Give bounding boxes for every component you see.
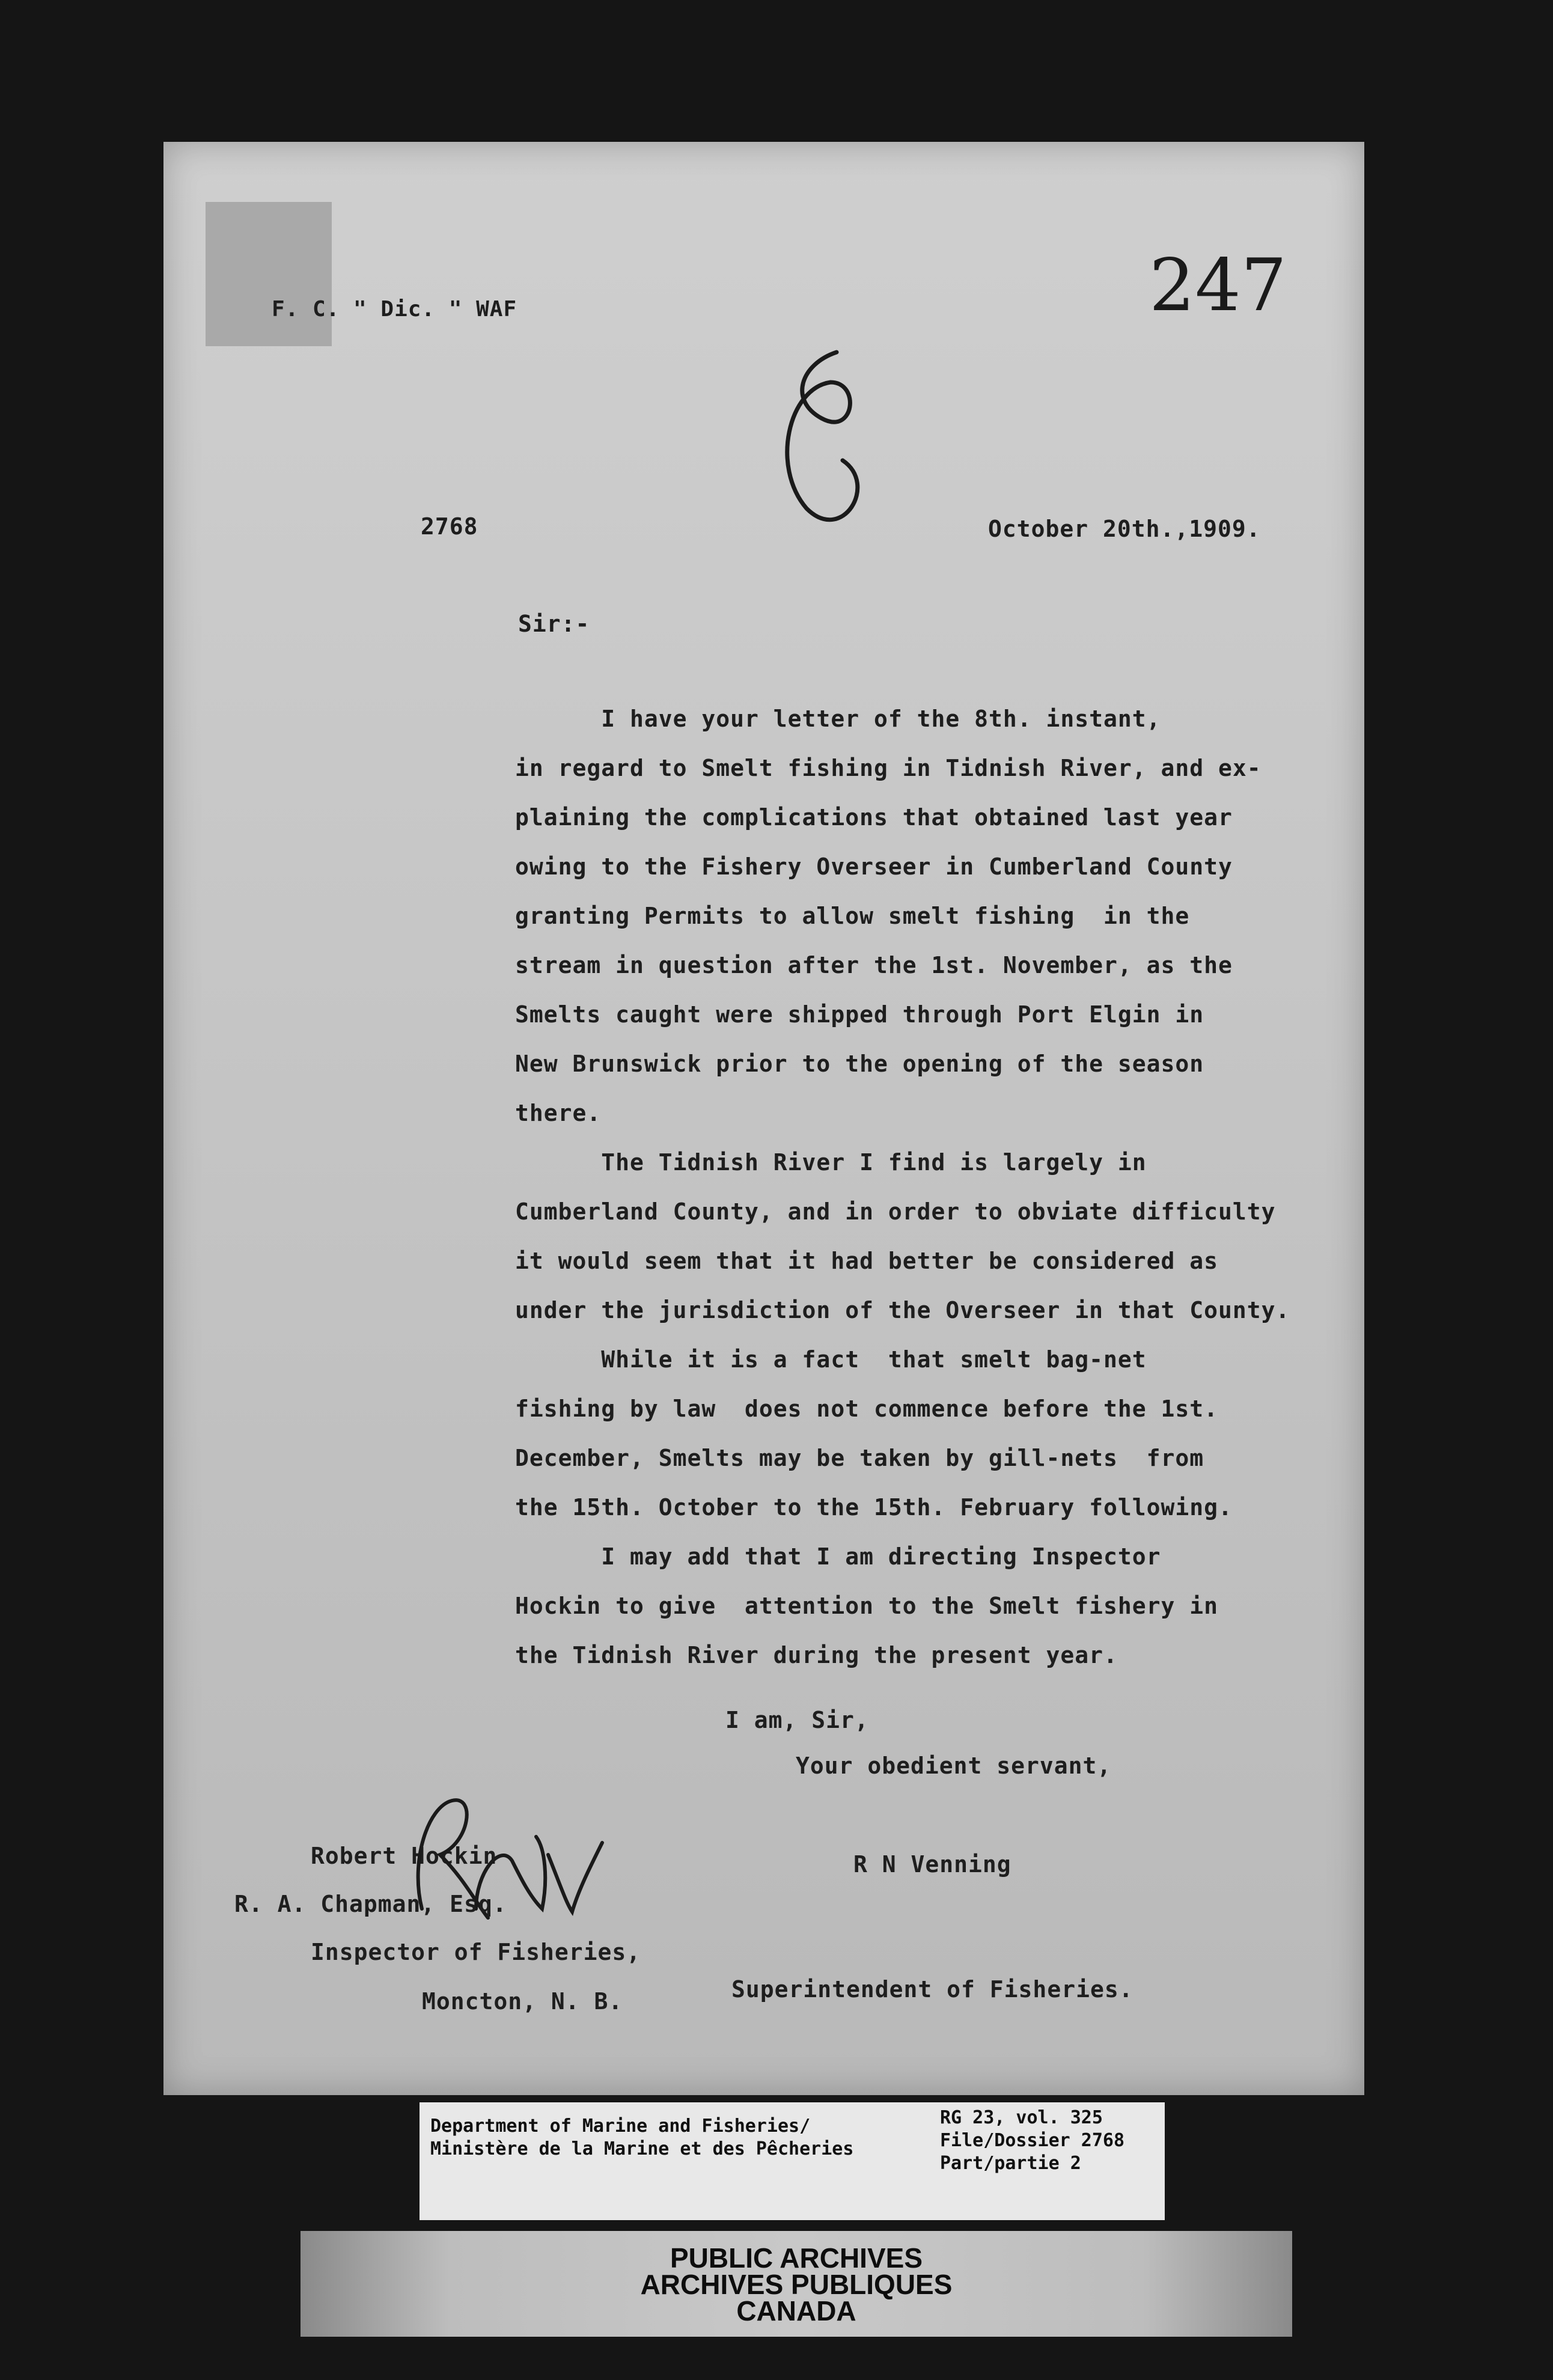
file-reference: File/Dossier 2768	[940, 2130, 1125, 2151]
recipient-title: Inspector of Fisheries,	[311, 1939, 641, 1965]
body-line: The Tidnish River I find is largely in	[515, 1149, 1147, 1176]
body-line: While it is a fact that smelt bag-net	[515, 1346, 1147, 1373]
body-line: New Brunswick prior to the opening of the season	[515, 1051, 1204, 1077]
body-line: it would seem that it had better be considered as	[515, 1248, 1219, 1274]
archives-line-3: CANADA	[736, 2295, 856, 2327]
record-group: RG 23, vol. 325	[940, 2107, 1103, 2128]
archives-line-2: ARCHIVES PUBLIQUES	[640, 2269, 953, 2300]
department-english: Department of Marine and Fisheries/	[430, 2116, 811, 2137]
recipient-name: R. A. Chapman, Esq.	[234, 1891, 507, 1917]
body-line: owing to the Fishery Overseer in Cumberland County	[515, 853, 1233, 880]
body-line: under the jurisdiction of the Overseer in that County.	[515, 1297, 1290, 1323]
body-line: fishing by law does not commence before the 1st.	[515, 1396, 1219, 1422]
body-line: I have your letter of the 8th. instant,	[515, 706, 1161, 732]
body-line: stream in question after the 1st. November, as the	[515, 952, 1233, 978]
letter-page	[163, 142, 1364, 2095]
body-line: I may add that I am directing Inspector	[515, 1543, 1161, 1570]
closing-servant: Your obedient servant,	[796, 1753, 1112, 1779]
stamp-patch	[206, 202, 332, 346]
archive-label	[420, 2102, 1165, 2220]
body-line: the 15th. October to the 15th. February following.	[515, 1494, 1233, 1521]
folio-number: 247	[1149, 244, 1287, 328]
body-line: Smelts caught were shipped through Port Elgin in	[515, 1001, 1204, 1028]
body-line: the Tidnish River during the present year.	[515, 1642, 1118, 1668]
archives-line-1: PUBLIC ARCHIVES	[670, 2242, 923, 2274]
body-line: Hockin to give attention to the Smelt fishery in	[515, 1593, 1219, 1619]
salutation: Sir:-	[518, 611, 590, 637]
body-line: December, Smelts may be taken by gill-nets from	[515, 1445, 1204, 1471]
closing-line: I am, Sir,	[725, 1707, 869, 1733]
department-french: Ministère de la Marine et des Pêcheries	[430, 2138, 854, 2159]
archives-stamp	[301, 2231, 1292, 2337]
body-line: Cumberland County, and in order to obviate difficulty	[515, 1198, 1276, 1225]
signatory-name: R N Venning	[853, 1851, 1011, 1878]
recipient-place: Moncton, N. B.	[422, 1988, 623, 2015]
part-reference: Part/partie 2	[940, 2153, 1081, 2174]
signatory-title: Superintendent of Fisheries.	[731, 1976, 1133, 2003]
recipient-cc: Robert Hockin	[311, 1843, 498, 1869]
body-line: there.	[515, 1100, 602, 1126]
body-line: granting Permits to allow smelt fishing in the	[515, 903, 1190, 929]
letter-date: October 20th.,1909.	[988, 516, 1261, 542]
body-line: plaining the complications that obtained last year	[515, 804, 1233, 831]
body-line: in regard to Smelt fishing in Tidnish River, and ex-	[515, 755, 1262, 781]
file-number: 2768	[421, 513, 478, 540]
marginal-mark	[764, 346, 879, 526]
dictation-initials: F. C. " Dic. " WAF	[272, 297, 517, 322]
